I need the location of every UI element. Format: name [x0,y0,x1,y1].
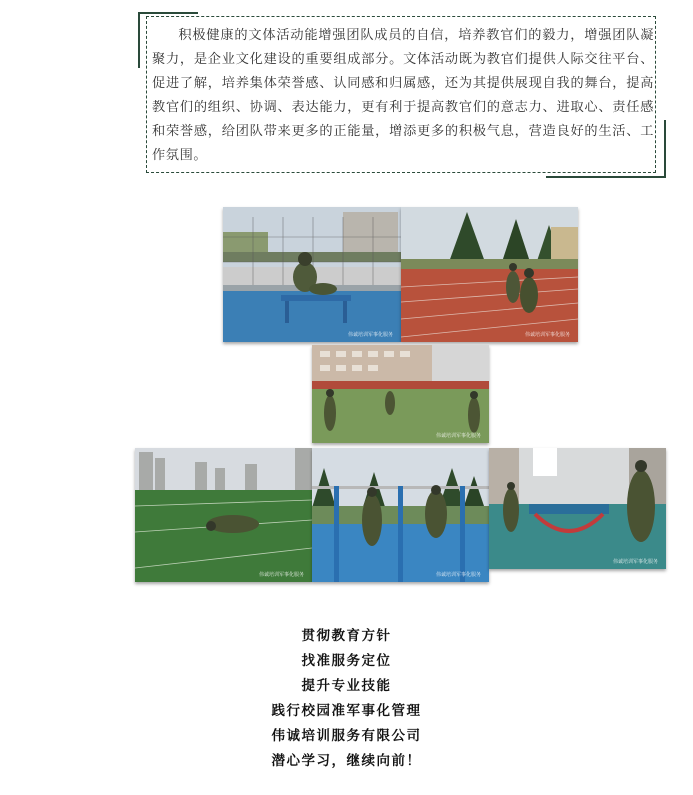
slogan-block [0,624,693,774]
photo-pingpong-table [489,448,666,569]
slogan-line: 找准服务定位 [301,653,392,669]
intro-paragraph: 积极健康的文体活动能增强团队成员的自信，培养教官们的毅力，增强团队凝聚力，是企业文化建设的重要组成部分。文体活动既为教官们提供人际交往平台、促进了解，培养集体荣誉感、认同感和归属感，还为其提供展现自我的舞台，提高教官们的组织、协调、表达能力，更有利于提高教官们的意志力、进取心、责任感和荣誉感，给团队带来更多的正能量，增添更多的积极气息，营造良好的生活、工作氛围。 [152,28,654,163]
slogan-line: 提升专业技能 [301,678,392,694]
frame-corner-bottom-right [664,120,666,178]
photo-pullup-bar [312,448,489,582]
intro-frame [138,12,666,178]
photo-watermark: 伟诚培训军事化服务 [435,433,481,439]
slogan-line: 伟诚培训服务有限公司 [271,728,422,744]
photo-running-track [401,207,578,342]
slogan-line: 践行校园准军事化管理 [271,703,422,719]
frame-corner-bottom-right-h [546,176,666,178]
photo-pushup-field [135,448,312,582]
frame-corner-top-left [138,12,140,68]
photo-watermark: 伟诚培训军事化服务 [347,332,393,338]
slogan-line: 贯彻教育方针 [301,628,392,644]
slogan-line: 潜心学习，继续向前！ [271,753,422,769]
photo-watermark: 伟诚培训军事化服务 [612,559,658,565]
photo-watermark: 伟诚培训军事化服务 [258,572,304,578]
photo-watermark: 伟诚培训军事化服务 [524,332,570,338]
photo-situp-bench [223,207,401,342]
photo-watermark: 伟诚培训军事化服务 [435,572,481,578]
frame-corner-top-left-h [138,12,198,14]
photo-relay-field [312,345,489,443]
